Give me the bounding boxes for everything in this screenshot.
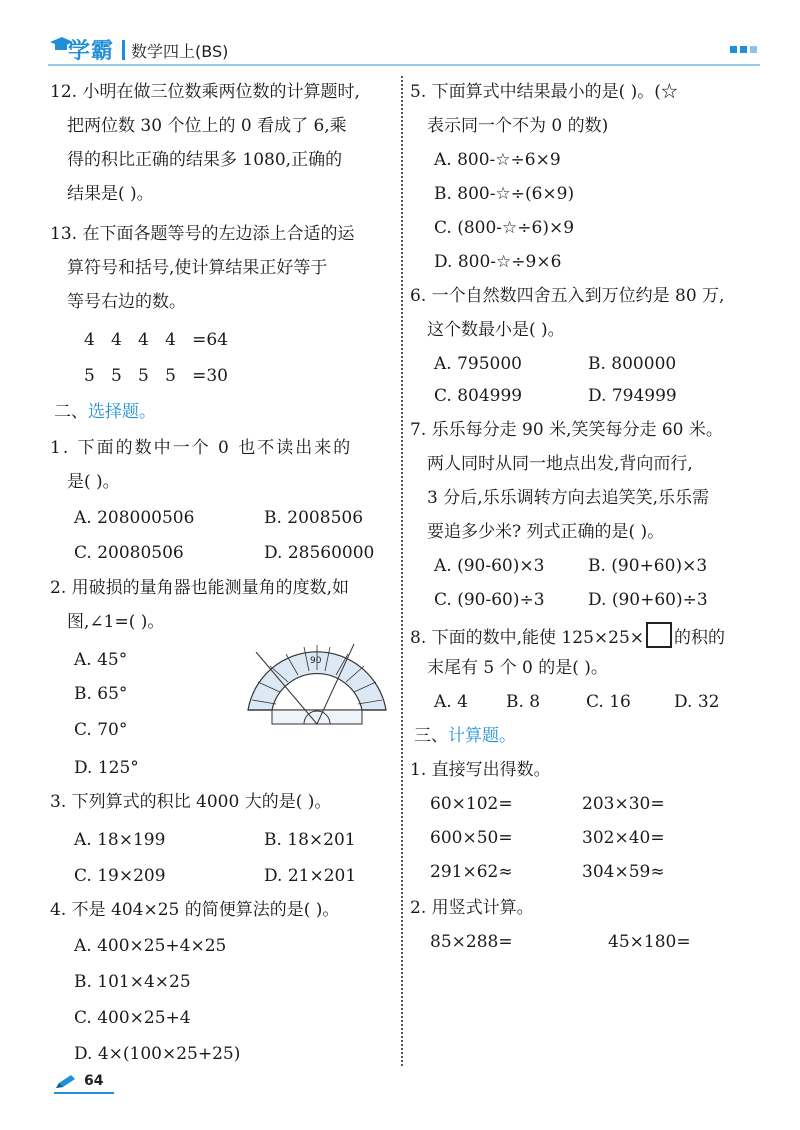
logo-divider <box>122 40 125 60</box>
q7-option: B. (90+60)×3 <box>588 556 708 576</box>
section-title: 计算题。 <box>448 726 516 746</box>
q8-option: B. 8 <box>506 692 541 712</box>
q7-line: 3 分后,乐乐调转方向去追笑笑,乐乐需 <box>427 488 710 508</box>
q3-option: C. 19×209 <box>74 866 166 886</box>
q5-option: A. 800-☆÷6×9 <box>434 150 561 170</box>
q5-option: C. (800-☆÷6)×9 <box>434 218 575 238</box>
decor-square-icon <box>730 46 737 53</box>
q13-line: 等号右边的数。 <box>67 292 186 312</box>
section-number: 三、 <box>414 726 448 746</box>
calc-item: 203×30= <box>582 794 665 814</box>
q13-line: 算符号和括号,使计算结果正好等于 <box>67 258 328 278</box>
q13-equation: 5 5 5 5 =30 <box>84 366 228 386</box>
section-2-heading <box>54 400 156 424</box>
q2-option: B. 65° <box>74 684 128 704</box>
broken-protractor-figure <box>242 642 392 732</box>
q4-option: B. 101×4×25 <box>74 972 191 992</box>
footer-rule <box>54 1092 114 1094</box>
q4-option: A. 400×25+4×25 <box>74 936 227 956</box>
q7-option: C. (90-60)÷3 <box>434 590 545 610</box>
q5-option: D. 800-☆÷9×6 <box>434 252 562 272</box>
q7-line: 要追多少米? 列式正确的是( )。 <box>427 522 665 542</box>
q2-option: D. 125° <box>74 758 139 778</box>
q8-option: D. 32 <box>674 692 720 712</box>
calc-item: 304×59≈ <box>582 862 665 882</box>
q7-line: 两人同时从同一地点出发,背向而行, <box>427 454 693 474</box>
c1-line: 1. 直接写出得数。 <box>410 760 551 780</box>
q1-option: D. 28560000 <box>264 543 375 563</box>
q12-line: 12. 小明在做三位数乘两位数的计算题时, <box>50 82 360 102</box>
q5-option: B. 800-☆÷(6×9) <box>434 184 575 204</box>
q4-option: D. 4×(100×25+25) <box>74 1044 241 1064</box>
q6-line: 这个数最小是( )。 <box>427 320 565 340</box>
q3-option: A. 18×199 <box>74 830 166 850</box>
q2-option: A. 45° <box>74 650 128 670</box>
q3-line: 3. 下列算式的积比 4000 大的是( )。 <box>50 792 332 812</box>
pencil-icon <box>54 1074 76 1090</box>
q4-option: C. 400×25+4 <box>74 1008 191 1028</box>
q5-line: 5. 下面算式中结果最小的是( )。(☆ <box>410 82 678 102</box>
q1-line: 是( )。 <box>67 472 120 492</box>
q12-line: 结果是( )。 <box>67 184 154 204</box>
q1-option: B. 2008506 <box>264 508 364 528</box>
q6-option: D. 794999 <box>588 386 677 406</box>
q7-option: A. (90-60)×3 <box>434 556 545 576</box>
section-number: 二、 <box>54 402 88 422</box>
q13-line: 13. 在下面各题等号的左边添上合适的运 <box>50 224 355 244</box>
q6-option: A. 795000 <box>434 354 522 374</box>
q8-line <box>410 622 725 650</box>
q8-text-b: 的积的 <box>674 628 725 648</box>
q12-line: 得的积比正确的结果多 1080,正确的 <box>67 150 343 170</box>
q3-option: D. 21×201 <box>264 866 357 886</box>
calc-item: 60×102= <box>430 794 513 814</box>
q1-option: C. 20080506 <box>74 543 184 563</box>
section-3-heading <box>414 724 516 748</box>
section-title: 选择题。 <box>88 402 156 422</box>
calc-item: 600×50= <box>430 828 513 848</box>
q6-line: 6. 一个自然数四舍五入到万位约是 80 万, <box>410 286 725 306</box>
brand-logo: 学霸 <box>68 39 115 64</box>
column-divider <box>401 76 403 1066</box>
header-rule <box>48 64 760 66</box>
page-number: 64 <box>84 1073 104 1089</box>
q7-option: D. (90+60)÷3 <box>588 590 708 610</box>
decor-square-icon <box>740 46 747 53</box>
calc-item: 302×40= <box>582 828 665 848</box>
q2-option: C. 70° <box>74 720 128 740</box>
q8-option: A. 4 <box>434 692 468 712</box>
q8-option: C. 16 <box>586 692 631 712</box>
calc-item: 291×62≈ <box>430 862 513 882</box>
q6-option: C. 804999 <box>434 386 523 406</box>
q3-option: B. 18×201 <box>264 830 356 850</box>
q12-line: 把两位数 30 个位上的 0 看成了 6,乘 <box>67 116 347 136</box>
subject-label: 数学四上(BS) <box>131 42 229 61</box>
calc-item: 45×180= <box>608 932 691 952</box>
q5-line: 表示同一个不为 0 的数) <box>427 116 609 136</box>
q1-option: A. 208000506 <box>74 508 195 528</box>
q8-line: 末尾有 5 个 0 的是( )。 <box>427 658 608 678</box>
page-header <box>48 32 760 66</box>
q1-line: 1. 下面的数中一个 0 也不读出来的 <box>50 438 353 458</box>
q13-equation: 4 4 4 4 =64 <box>84 330 228 350</box>
c2-line: 2. 用竖式计算。 <box>410 898 534 918</box>
q6-option: B. 800000 <box>588 354 677 374</box>
answer-box[interactable] <box>646 622 672 648</box>
q4-line: 4. 不是 404×25 的简便算法的是( )。 <box>50 900 340 920</box>
q2-line: 2. 用破损的量角器也能测量角的度数,如 <box>50 578 350 598</box>
calc-item: 85×288= <box>430 932 513 952</box>
q8-text-a: 8. 下面的数中,能使 125×25× <box>410 628 644 648</box>
q7-line: 7. 乐乐每分走 90 米,笑笑每分走 60 米。 <box>410 420 723 440</box>
protractor-label: 90 <box>310 656 322 666</box>
q2-line: 图,∠1=( )。 <box>67 612 165 632</box>
decor-square-icon <box>750 46 757 53</box>
